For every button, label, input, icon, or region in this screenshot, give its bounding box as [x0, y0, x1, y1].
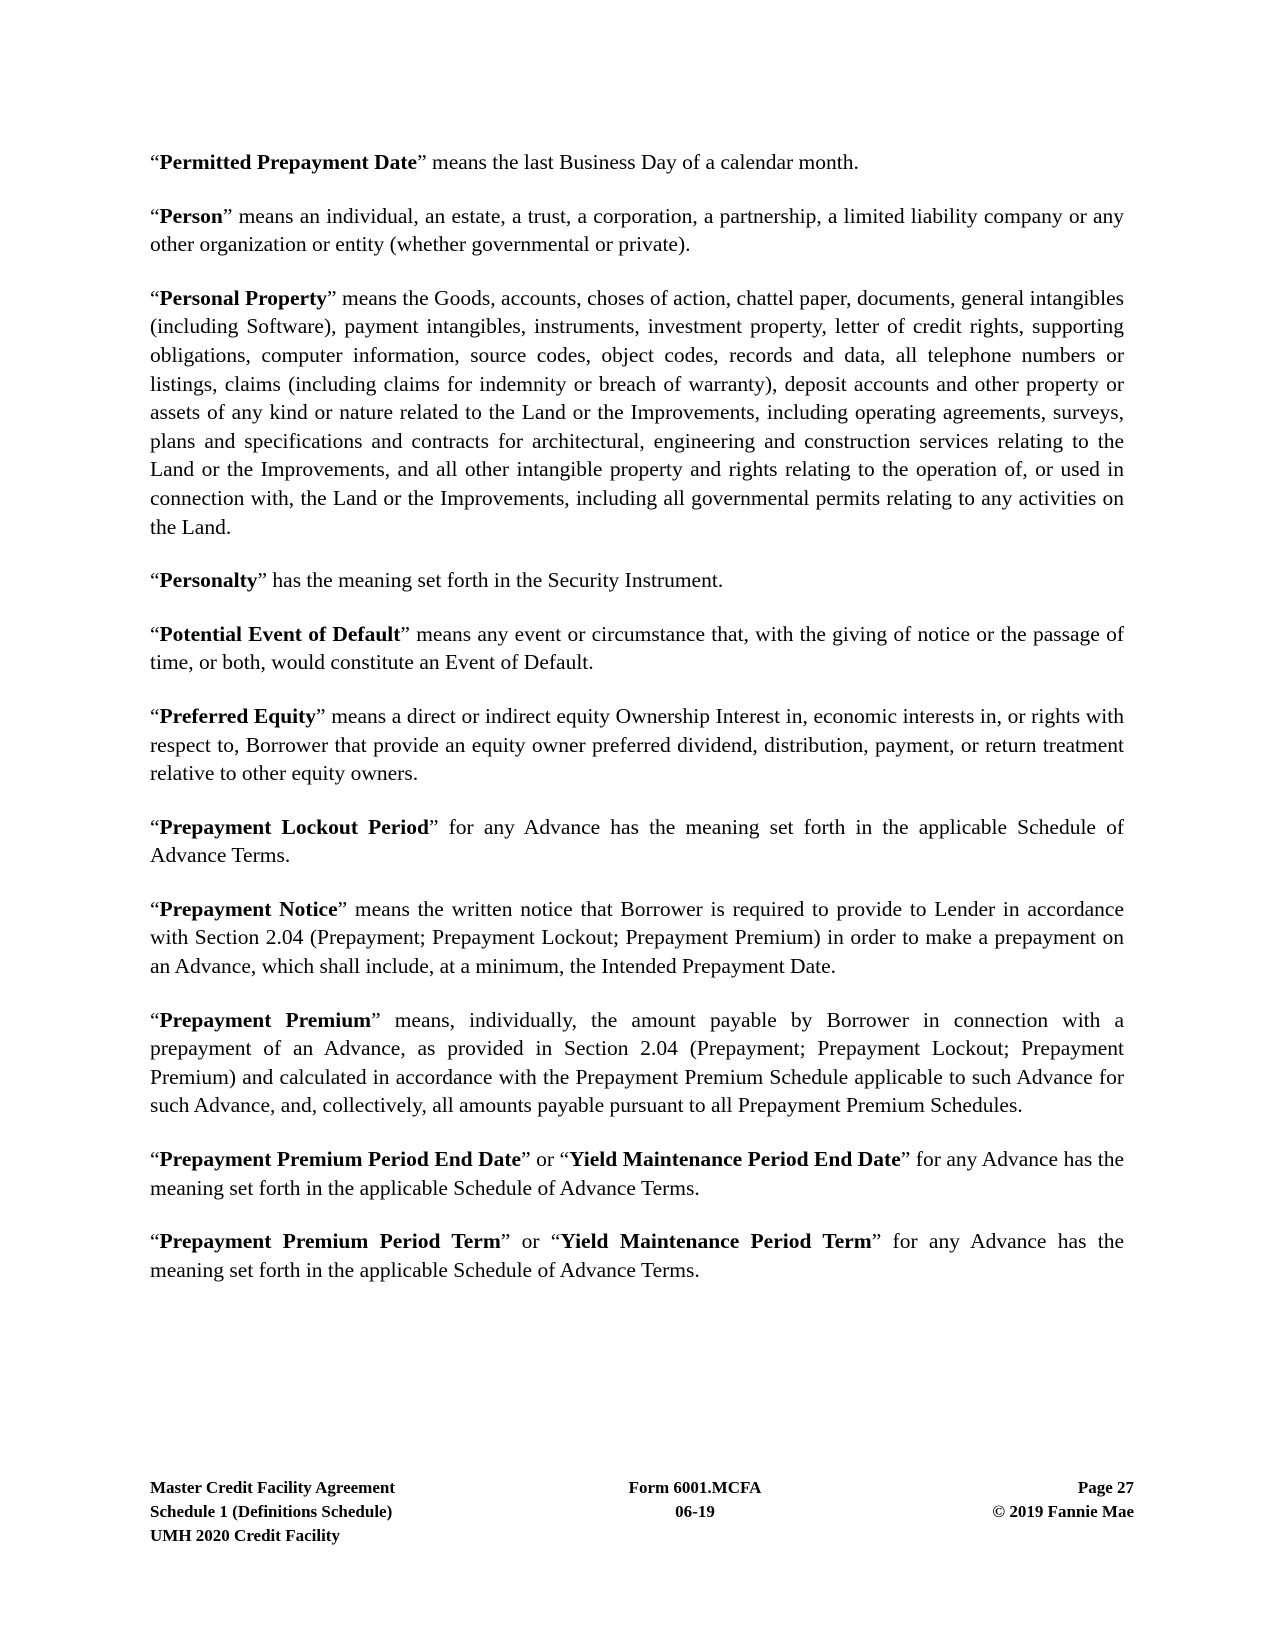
definition-text: ” for any Advance has the meaning set forth in the applicable Schedule of Advance Terms. — [150, 1229, 1124, 1282]
definition-text: ” means a direct or indirect equity Ownership Interest in, economic interests in, or rights with respect to, Borrower that provide an equity owner preferred dividend, distribution, payment, or return treatment relative to other equity owners. — [150, 703, 1125, 786]
defined-term: Prepayment Premium Period End Date — [159, 1147, 522, 1172]
definition-text: ” for any Advance has the meaning set forth in the applicable Schedule of Advance Terms. — [150, 814, 1124, 868]
defined-term: Person — [159, 203, 223, 228]
footer-schedule-name: Schedule 1 (Definitions Schedule) — [150, 1502, 393, 1521]
defined-term: Yield Maintenance Period End Date — [569, 1147, 901, 1172]
definition-text: “ — [150, 1229, 160, 1254]
definition-text: “ — [150, 203, 160, 228]
definition-text: ” means the last Business Day of a calendar month. — [417, 150, 859, 174]
footer-center — [600, 1476, 790, 1524]
definition-paragraph — [150, 202, 1124, 259]
definition-text: ” has the meaning set forth in the Security Instrument. — [257, 568, 724, 593]
definition-paragraph — [150, 1145, 1124, 1202]
definition-text: ” means an individual, an estate, a trust, a corporation, a partnership, a limited liability company or any other organization or entity (whether governmental or private). — [150, 203, 1124, 257]
definition-text: “ — [150, 568, 160, 593]
footer-form-date: 06-19 — [675, 1502, 715, 1521]
definition-text: ” means the Goods, accounts, choses of action, chattel paper, documents, general intangibles (including Software), payment intangibles, instruments, investment property, letter of credit rights, supporting obligations, computer information, source codes, object codes, records and data, all telephone numbers or listings, claims (including claims for indemnity or breach of warranty), deposit accounts and other property or assets of any kind or nature related to the Land or the Improvements, including operating agreements, surveys, plans and specifications and contracts for architectural, engineering and construction services relating to the Land or the Improvements, and all other intangible property and rights relating to the operation of, or used in connection with, the Land or the Improvements, including all governmental permits relating to any activities on the Land. — [150, 285, 1124, 539]
definition-text: “ — [150, 1007, 160, 1032]
defined-term: Prepayment Lockout Period — [159, 814, 429, 839]
definition-paragraph — [150, 813, 1124, 870]
definition-text: “ — [150, 703, 160, 728]
definition-text: ” for any Advance has the meaning set forth in the applicable Schedule of Advance Terms. — [150, 1147, 1125, 1200]
definitions-list — [150, 148, 1124, 1309]
definition-paragraph — [150, 702, 1124, 788]
footer-form-number: Form 6001.MCFA — [628, 1478, 762, 1497]
definition-paragraph — [150, 284, 1124, 541]
defined-term: Preferred Equity — [159, 703, 317, 728]
definition-text: ” means any event or circumstance that, with the giving of notice or the passage of time, or both, would constitute an Event of Default. — [150, 621, 1124, 675]
definition-text: ” means, individually, the amount payable by Borrower in connection with a prepayment of an Advance, as provided in Section 2.04 (Prepayment; Prepayment Lockout; Prepayment Premium) and calculated in accordance with the Prepayment Premium Schedule applicable to such Advance for such Advance, and, collectively, all amounts payable pursuant to all Prepayment Premium Schedules. — [150, 1007, 1125, 1118]
defined-term: Permitted Prepayment Date — [159, 150, 418, 174]
footer-document-title: Master Credit Facility Agreement — [150, 1478, 396, 1497]
definition-text: ” or “ — [521, 1147, 570, 1172]
definition-paragraph — [150, 620, 1124, 677]
defined-term: Personalty — [159, 568, 258, 593]
definition-text: “ — [150, 285, 160, 310]
definition-paragraph — [150, 148, 1124, 177]
defined-term: Prepayment Notice — [159, 896, 338, 921]
footer-page-number: Page 27 — [1077, 1478, 1134, 1497]
definition-text: “ — [150, 1147, 160, 1172]
definition-text: “ — [150, 896, 160, 921]
definition-text: ” means the written notice that Borrower is required to provide to Lender in accordance with Section 2.04 (Prepayment; Prepayment Lockout; Prepayment Premium) in order to make a prepayment on an Advance, which shall include, at a minimum, the Intended Prepayment Date. — [150, 896, 1125, 979]
definition-text: “ — [150, 150, 160, 174]
footer-copyright: © 2019 Fannie Mae — [992, 1502, 1134, 1521]
defined-term: Potential Event of Default — [159, 621, 401, 646]
definition-paragraph — [150, 566, 1124, 595]
defined-term: Personal Property — [159, 285, 327, 310]
definition-text: ” or “ — [500, 1229, 561, 1254]
definition-text: “ — [150, 621, 160, 646]
defined-term: Prepayment Premium — [159, 1007, 372, 1032]
definition-paragraph — [150, 895, 1124, 981]
footer-right — [992, 1476, 1134, 1524]
footer-left — [150, 1476, 395, 1548]
footer-facility-name: UMH 2020 Credit Facility — [150, 1526, 340, 1545]
defined-term: Prepayment Premium Period Term — [159, 1229, 501, 1254]
definition-text: “ — [150, 814, 160, 839]
defined-term: Yield Maintenance Period Term — [560, 1229, 872, 1254]
definition-paragraph — [150, 1006, 1124, 1120]
definition-paragraph — [150, 1227, 1124, 1284]
